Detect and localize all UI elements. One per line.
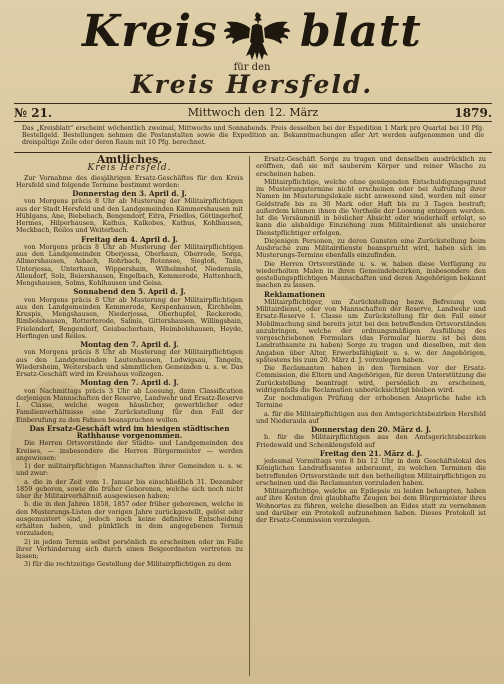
top-rule	[14, 103, 492, 104]
date-heading: Montag den 7. April d. J.	[80, 340, 179, 349]
paragraph: von Morgens präcis 8 Uhr ab Musterung der Militairpflichtigen aus der Stadt Hersfeld und den Landgemeinden Kämmershausen mit Hühlgans, Ane, Biebebach, Bengendorf, Eitra, Friedlos, Göttingerhof, Hermes, Hilperhausen, Kathus, Kalkobes, Kathus, Kohlhausen, Meckbach, Reilos und Weiterbach.	[16, 197, 243, 235]
eagle-crest-icon	[222, 8, 292, 66]
masthead-title-right: blatt	[300, 6, 422, 57]
paragraph: 2) in jedem Termin selbst persönlich zu erscheinen oder im Falle ihrer Verhinderung sich durch einen Beigeordneten vertreten zu lassen;	[16, 537, 243, 560]
paragraph: Zur nochmaligen Prüfung der erhobenen Ansprüche habe ich Termine	[256, 394, 486, 410]
date-heading: Freitag den 21. März d. J.	[319, 448, 423, 458]
paragraph: Die Herren Ortsvorstände u. s. w. haben diese Verfügung zu wiederholten Malen in ihren Gemeindebezirken, insbesondere den gestellungspflichtigen Mannschaften und deren Angehörigen bekannt machen zu lassen.	[256, 259, 486, 290]
paragraph: 3) für die rechtzeitige Gestellung der Militairpflichtigen zu dem	[24, 560, 232, 569]
date-heading: Donnerstag den 3. April d. J.	[72, 189, 187, 198]
masthead-title-left: Kreis	[82, 6, 218, 57]
paragraph: Die Herren Ortsvorstände der Städte- und Landgemeinden des Kreises, — insbesondere die Herren Bürgermeister — werden angewiesen:	[16, 439, 243, 462]
paragraph: von Nachmittags präcis 3 Uhr ab Loosung, dann Classification derjenigen Mannschaften der Reserve, Landwehr und Ersatz-Reserve I. Classe, welche wegen häuslicher, gewerblicher oder Familienverhältnisse eine Zurückstellung für den Fall der Einberufung zu den Fahnen beanspruchen wollen.	[16, 386, 243, 424]
notice-rule	[14, 152, 492, 153]
paragraph: Militairpflichtige, welche ohne genügenden Entschuldigungsgrund im Musterungstermine nicht erscheinen oder bei Aufrufung ihrer Namen im Musterungslokale nicht anwesend sind, werden mit einer Geldstrafe bis zu 30 Mark oder Haft bis zu 3 Tagen bestraft; außerdem können ihnen die Vortheile der Loosung entzogen werden. Ist die Versäumniß in böslicher Absicht oder wiederholt erfolgt, so kann die alsbaldige Einziehung zum Militairdienst als unsicherer Dienstpflichtiger erfolgen.	[256, 177, 486, 237]
left-column	[16, 153, 243, 570]
paragraph: Militairpflichtige, welche an Epilepsie zu leiden behaupten, haben auf ihre Kosten drei glaubhafte Zeugen bei dem Bürgermeister ihres Wohnortes zu führen, welche dieselben an Eides statt zu vernehmen und darüber ein Protokoll aufzunehmen haben. Dieses Protokoll ist der Ersatz-Commission vorzulegen.	[256, 487, 486, 524]
date-heading: Donnerstag den 20. März d. J.	[310, 425, 432, 434]
right-column-body	[256, 156, 486, 524]
section-heading: Amtliches.	[96, 153, 163, 166]
dateline-rule	[14, 121, 492, 122]
issue-date: Mittwoch den 12. März	[187, 106, 319, 119]
right-column	[256, 156, 486, 525]
topic-heading: Reklamationen	[264, 289, 326, 299]
paragraph: jedesmal Vormittags von 8 bis 12 Uhr in dem Geschäftslokal des Königlichen Landrathsamtes anberaumt, zu welchen Terminen die betreffenden Ortsvorstände mit den betheiligten Militairpflichtigen zu erscheinen und die Reclamanten vorzuladen haben.	[256, 457, 486, 487]
masthead-fuer: für den	[233, 62, 271, 73]
subscription-notice: Das „Kreisblatt" erscheint wöchentlich zweimal, Mittwochs und Sonnabends. Preis desselben bei der Expedition 1 Mark pro Quartal bei 10 Pfg. Bestellgeld. Bestellungen nehmen die Postanstalten sowie die Expedition an. Bekanntmachungen aller Art werden aufgenommen und die dreispaltige Zeile oder deren Raum mit 10 Pfg. berechnet.	[22, 125, 484, 147]
date-heading: Freitag den 4. April d. J.	[81, 234, 178, 244]
paragraph: Militairpflichtiger, um Zurückstellung bezw. Befreiung vom Militairdienst, oder von Mannschaften der Reserve, Landwehr und Ersatz-Reserve I. Classe um Zurückstellung für den Fall einer Mobilmachung sind bereits jetzt bei den betreffenden Ortsvorständen anzubringen, welche der ordnungsmäßigen Ausfüllung des vorgeschriebenen Formulars (das Formular hierzu ist bei dem Landrathsamte zu haben) Sorge zu tragen und dieselben, mit den Angaben über Alter, Erwerbsfähigkeit u. s. w. der Angehörigen, spätestens bis zum 20. März d. J. vorzulegen haben.	[256, 297, 486, 364]
date-heading: Sonnabend den 5. April d. J.	[73, 287, 186, 297]
section-subheading: Kreis Hersfeld.	[87, 163, 172, 174]
paragraph: b. die in den Jahren 1858, 1857 oder früher geborenen, welche in den Musterungs-Listen der vorigen Jahre zurückgestellt, gelöst oder ausgemustert sind, jedoch noch keine definitive Entscheidung erhalten haben, und pünktlich in dem angegebenen Termin vorzuladen;	[16, 500, 243, 538]
paragraph: a. für die Militairpflichtigen aus den Amtsgerichtsbezirken Hersfeld und Niederaula auf	[256, 409, 486, 425]
paragraph: Ersatz-Geschäft Sorge zu tragen und denselben ausdrücklich zu eröffnen, daß sie mit sauberem Körper und reiner Wäsche zu erscheinen haben.	[256, 155, 486, 178]
issue-number: № 21.	[14, 106, 53, 120]
dateline	[14, 106, 492, 120]
masthead	[0, 4, 504, 99]
paragraph: Die Reclamanten haben in den Terminen vor der Ersatz-Commission, die Eltern und Angehörigen, für deren Unterstützung die Zurückstellung beantragt wird, persönlich zu erscheinen, widrigenfalls die Reclamation unberücksichtigt bleiben wird.	[256, 364, 486, 394]
date-heading: Montag den 7. April d. J.	[80, 378, 179, 388]
paragraph: von Morgens präcis 8 Uhr ab Musterung der Militairpflichtigen aus den Landgemeinden Lautenhausen, Ludwigsau, Tangeln, Wiedersheim, Weitersbach und sämmtlichen Gemeinden u. s. w. Das Ersatz-Geschäft wird im Kreishaus vollzogen.	[16, 348, 243, 378]
paragraph: 1) der militairpflichtigen Mannschaften ihrer Gemeinden u. s. w. und zwar:	[16, 462, 243, 478]
paragraph: von Morgens präcis 8 Uhr ab Musterung der Militairpflichtigen aus den Landgemeinden Kemmerode, Kerspenhausen, Kirchheim, Kruspis, Mengshausen, Niederjossa, Oberhupfel, Reckerode, Rimbolshausen, Rotterterode, Salmis, Gittershausen, Willingshain, Frielendorf, Bengendorf, Geisbacherhain, Heimbolshausen, Heyde, Herfingen und Reilos.	[16, 295, 243, 340]
column-divider	[249, 156, 250, 676]
issue-year: 1879.	[454, 106, 492, 120]
paragraph: Diejenigen Personen, zu deren Gunsten eine Zurückstellung beim Ausbruche zum Militairdienste beansprucht wird, haben sich im Musterungs-Termine ebenfalls einzufinden.	[256, 236, 486, 260]
date-heading: Das Ersatz-Geschäft wird im hiesigen städtischen Rathhause vorgenommen.	[29, 423, 230, 440]
paragraph: a. die in der Zeit vom 1. Januar bis einschließlich 31. Dezember 1859 geboren, sowie die früher Geborenen, welche sich noch nicht über ihr Militairverhältniß ausgewiesen haben;	[16, 477, 243, 500]
paragraph: b. für die Militairpflichtigen aus den Amtsgerichtsbezirken Friedewald und Schenklengsfeld auf	[256, 433, 486, 449]
paragraph: Zur Vornahme des diesjährigen Ersatz-Geschäftes für den Kreis Hersfeld sind folgende Termine bestimmt worden:	[16, 173, 243, 189]
paragraph: von Morgens präcis 8 Uhr ab Musterung der Militairpflichtigen aus den Landgemeinden Oberjossa, Oberhaun, Oberrode, Sorga, Allmershausen, Asbach, Rohrbach, Rotensee, Siegloß, Tann, Unterjossa, Unterhaun, Wippershain, Wilhelmshof, Niederaula, Allendorf, Solz, Beiershausen, Engelbach, Kemmerode, Hattenbach, Mengshausen, Solms, Kohlhausen und Geisa.	[16, 242, 243, 287]
masthead-subtitle: Kreis Hersfeld.	[130, 70, 374, 99]
left-column-body	[16, 175, 243, 569]
